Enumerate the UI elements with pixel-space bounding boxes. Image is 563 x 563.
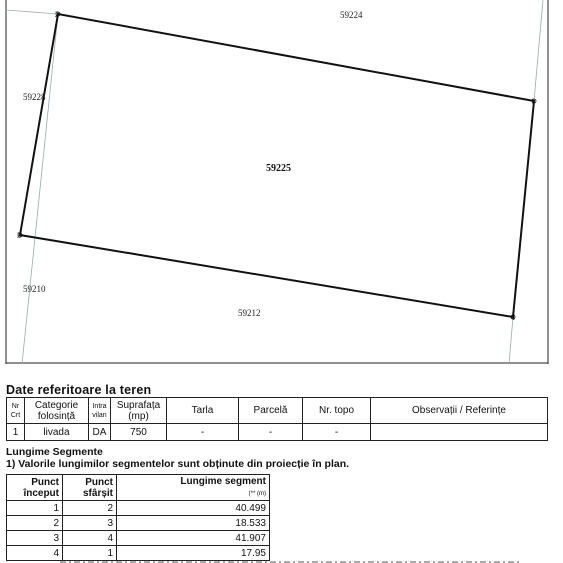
main-parcel-label: 59225 [266, 163, 291, 174]
table-row [7, 531, 270, 546]
header-categorie: Categorie folosință [25, 398, 89, 424]
header-lungime-label: Lungime segment [180, 475, 266, 487]
header-nr-topo: Nr. topo [303, 398, 371, 424]
cell-end: 3 [63, 516, 117, 531]
teren-table [6, 397, 548, 441]
segments-heading: Lungime Segmente [6, 446, 103, 458]
cell-observatii [371, 424, 548, 441]
segments-table [6, 474, 270, 561]
vertex-label-2: 2 [55, 10, 59, 19]
cell-tarla: - [167, 424, 239, 441]
table-row [7, 501, 270, 516]
cell-length: 40.499 [117, 501, 270, 516]
cell-length: 41.907 [117, 531, 270, 546]
neighbor-label-59212: 59212 [238, 308, 261, 318]
cell-end: 2 [63, 501, 117, 516]
neighbor-boundary-top [6, 10, 58, 14]
table-row [7, 516, 270, 531]
cell-nr-topo: - [303, 424, 371, 441]
cell-suprafata: 750 [111, 424, 167, 441]
header-punct-sfarsit: Punct sfârșit [63, 475, 117, 501]
neighbor-boundary-right-top [534, 0, 543, 101]
header-nr-crt: Nr Crt [7, 398, 25, 424]
header-intravilan: Intra vilan [89, 398, 111, 424]
table-row [7, 424, 548, 441]
neighbor-label-59224: 59224 [340, 10, 363, 20]
header-lungime-unit: (** (m) [248, 490, 266, 497]
cell-start: 2 [7, 516, 63, 531]
segments-note: 1) Valorile lungimilor segmentelor sunt obținute din proiecție în plan. [6, 458, 350, 470]
header-tarla: Tarla [167, 398, 239, 424]
vertex-label-1: 1 [531, 97, 535, 106]
cropped-text-fragment [0, 558, 563, 563]
header-punct-inceput: Punct început [7, 475, 63, 501]
segments-header-row [7, 475, 270, 501]
header-parcela: Parcelă [239, 398, 303, 424]
cell-parcela: - [239, 424, 303, 441]
cell-length: 17.95 [117, 546, 270, 561]
cell-end: 4 [63, 531, 117, 546]
header-observatii: Observații / Referințe [371, 398, 548, 424]
cell-start: 4 [7, 546, 63, 561]
vertex-label-3: 3 [17, 231, 21, 240]
cell-intravilan: DA [89, 424, 111, 441]
vertex-label-4: 4 [511, 313, 515, 322]
section-title: Date referitoare la teren [6, 383, 152, 397]
header-lungime [117, 475, 270, 501]
neighbor-label-59210: 59210 [23, 284, 46, 294]
header-suprafata: Suprafața (mp) [111, 398, 167, 424]
neighbor-label-59228: 59228 [23, 92, 46, 102]
cell-length: 18.533 [117, 516, 270, 531]
cell-start: 1 [7, 501, 63, 516]
cell-start: 3 [7, 531, 63, 546]
cell-nr-crt: 1 [7, 424, 25, 441]
teren-header-row [7, 398, 548, 424]
cell-categorie: livada [25, 424, 89, 441]
neighbor-boundary-right-bottom [509, 317, 513, 364]
cell-end: 1 [63, 546, 117, 561]
